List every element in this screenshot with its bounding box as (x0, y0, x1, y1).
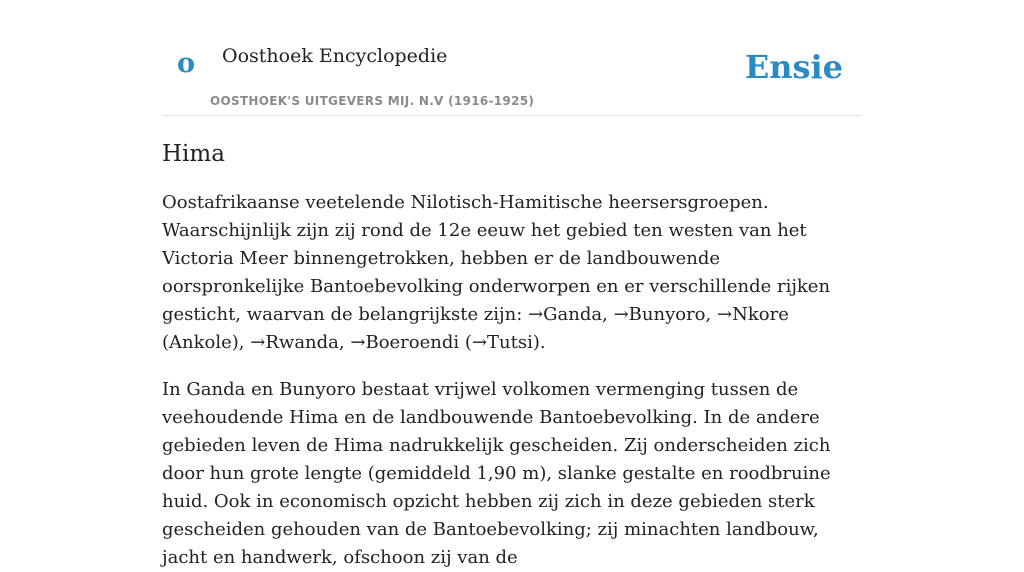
source-title[interactable]: Oosthoek Encyclopedie (222, 45, 448, 67)
close-paren: ). (532, 331, 546, 353)
separator: , (705, 303, 712, 325)
open-paren: ( (464, 331, 472, 353)
xref-label: Bunyoro (628, 303, 706, 325)
entry-paragraph-1 (162, 189, 862, 357)
arrow-right-icon: → (528, 303, 544, 325)
entry-paragraph-2: In Ganda en Bunyoro bestaat vrijwel volkomen vermenging tussen de veehoudende Hima en de landbouwende Bantoebevolking. In de andere gebieden leven de Hima nadrukkelijk gescheiden. Zij onderscheiden zich door hun grote lengte (gemiddeld 1,90 m), slanke gestalte en roodbruine huid. Ook in economisch opzicht hebben zij zich in deze gebieden sterk gescheiden gehouden van de Bantoebevolking; zij minachten landbouw, jacht en handwerk, ofschoon zij van de (162, 378, 831, 568)
xref-label: Rwanda (265, 331, 339, 353)
arrow-right-icon: → (613, 303, 629, 325)
arrow-right-icon: → (717, 303, 733, 325)
xref-label: Tutsi (487, 331, 533, 353)
xref-label: Nkore (732, 303, 789, 325)
arrow-right-icon: → (471, 331, 488, 353)
xref-boeroendi[interactable] (350, 332, 459, 353)
separator: , (338, 331, 345, 353)
source-header (162, 0, 862, 116)
xref-tutsi[interactable] (472, 332, 533, 353)
source-subtitle: OOSTHOEK'S UITGEVERS MIJ. N.V (1916-1925) (210, 94, 535, 108)
xref-label: Ganda (543, 303, 603, 325)
arrow-right-icon: → (250, 331, 266, 353)
separator: , (238, 331, 245, 353)
xref-rwanda[interactable] (250, 332, 339, 353)
xref-label: Boeroendi (365, 331, 460, 353)
xref-ganda[interactable] (528, 304, 602, 325)
ensie-brand-logo[interactable]: Ensie (744, 48, 843, 86)
arrow-right-icon: → (350, 331, 366, 353)
entry-title: Hima (162, 141, 225, 167)
separator: , (602, 303, 608, 325)
xref-bunyoro[interactable] (614, 304, 706, 325)
encyclopedia-entry-card (162, 0, 862, 572)
xref-nkore[interactable] (717, 304, 789, 325)
nkore-note: (Ankole) (162, 331, 239, 353)
source-logo-icon[interactable]: o (177, 48, 196, 79)
paragraph-1-text: Oostafrikaanse veetelende Nilotisch-Hamitische heersersgroepen. Waarschijnlijk zijn zij rond de 12e eeuw het gebied ten westen van het Victoria Meer binnengetrokken, hebben er de landbouwende oorspronkelijke Bantoebevolking onderworpen en er verschillende rijken gesticht, waarvan de belangrijkste zijn: (162, 191, 831, 325)
